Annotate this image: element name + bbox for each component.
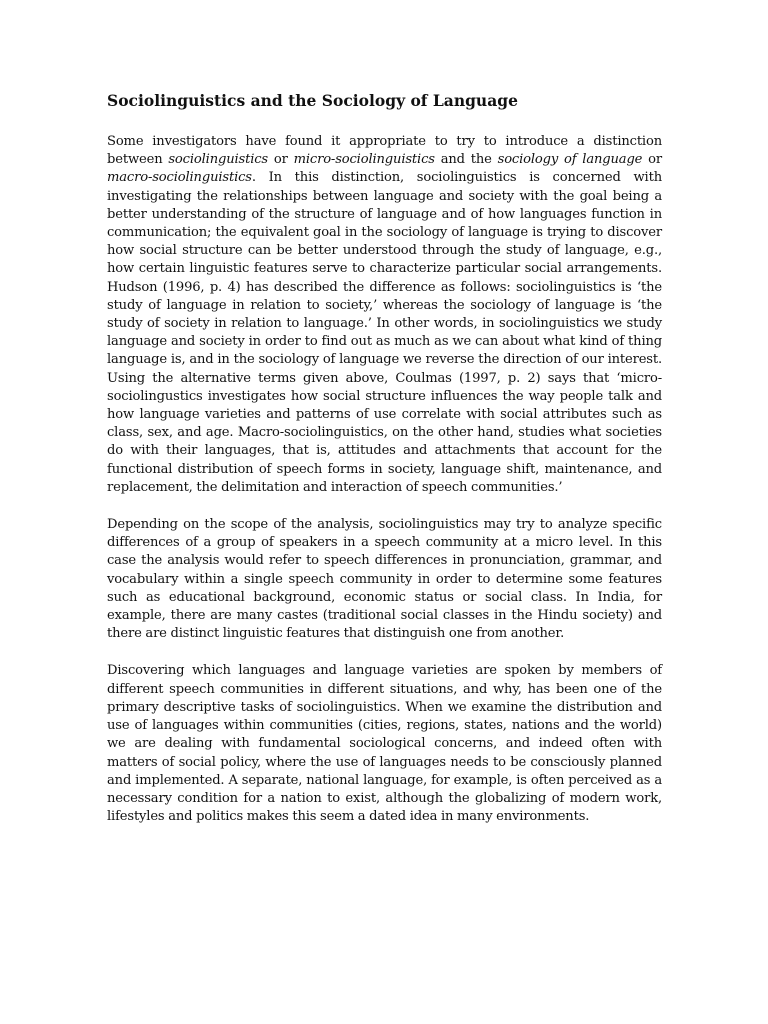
text-segment: and the	[434, 152, 498, 168]
paragraph-2	[107, 516, 662, 643]
text-segment: Depending on the scope of the analysis, sociolinguistics may try to analyze specific differences of a group of speakers in a speech community at a micro level. In this case the analysis would refer to speech differences in pronunciation, grammar, and vocabulary within a single speech community in order to determine some features such as educational background, economic status or social class. In India, for example, there are many castes (traditional social classes in the Hindu society) and there are distinct linguistic features that distinguish one from another.	[107, 517, 662, 642]
text-segment: or	[268, 152, 294, 168]
term-sociology-of-language: sociology of language	[497, 152, 643, 168]
text-segment: or	[642, 152, 662, 168]
term-micro-sociolinguistics: micro-sociolinguistics	[293, 152, 435, 168]
document-title: Sociolinguistics and the Sociology of Language	[107, 91, 518, 110]
term-macro-sociolinguistics: macro-sociolinguistics	[107, 170, 252, 186]
text-segment: Discovering which languages and language varieties are spoken by members of different speech communities in different situations, and why, has been one of the primary descriptive tasks of sociolinguistics. When we examine the distribution and use of languages within communities (cities, regions, states, nations and the world) we are dealing with fundamental sociological concerns, and indeed often with matters of social policy, where the use of languages needs to be consciously planned and implemented. A separate, national language, for example, is often perceived as a necessary condition for a nation to exist, although the globalizing of modern work, lifestyles and politics makes this seem a dated idea in many environments.	[107, 663, 662, 825]
text-segment: Some investigators have found it appropriate to try to introduce a distinction between	[107, 134, 662, 168]
paragraph-1	[107, 133, 662, 497]
text-segment: . In this distinction, sociolinguistics is concerned with investigating the relationships between language and society with the goal being a better understanding of the structure of language and of how languages function in communication; the equivalent goal in the sociology of language is trying to discover how social structure can be better understood through the study of language, e.g., how certain linguistic features serve to characterize particular social arrangements. Hudson (1996, p. 4) has described the difference as follows: sociolinguistics is ‘the study of language in relation to society,’ whereas the sociology of language is ‘the study of society in relation to language.’ In other words, in sociolinguistics we study language and society in order to find out as much as we can about what kind of thing language is, and in the sociology of language we reverse the direction of our interest. Using the alternative terms given above, Coulmas (1997, p. 2) says that ‘micro-sociolingustics investigates how social structure influences the way people talk and how language varieties and patterns of use correlate with social attributes such as class, sex, and age. Macro-sociolinguistics, on the other hand, studies what societies do with their languages, that is, attitudes and attachments that account for the functional distribution of speech forms in society, language shift, maintenance, and replacement, the delimitation and interaction of speech communities.’	[107, 170, 662, 495]
term-sociolinguistics: sociolinguistics	[168, 152, 268, 168]
document-page	[107, 91, 662, 845]
paragraph-3	[107, 662, 662, 826]
